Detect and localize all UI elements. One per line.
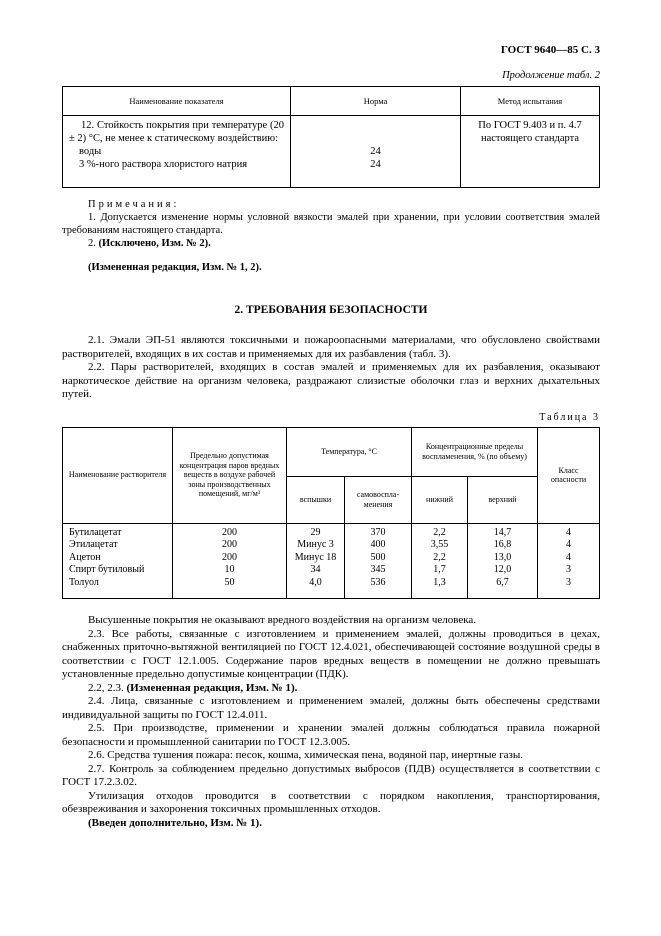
norm-empty-cell xyxy=(291,116,461,146)
solvent-name-cell: Спирт бутиловый xyxy=(63,564,173,577)
table3-caption: Таблица 3 xyxy=(539,411,600,423)
selfignition-cell: 500 xyxy=(345,552,412,565)
flash-cell: 29 xyxy=(287,523,345,539)
table-row xyxy=(63,116,600,146)
table2-continuation-caption: Продолжение табл. 2 xyxy=(502,70,600,81)
upper-limit-cell: 12,0 xyxy=(468,564,538,577)
pdk-cell: 200 xyxy=(173,552,287,565)
table3-header-upper-limit: верхний xyxy=(468,476,538,523)
notes-title: Примечания: xyxy=(88,199,180,210)
norm-value-cell: 24 xyxy=(291,158,461,188)
indicator-sub-cell: воды xyxy=(63,145,291,158)
paragraph-2-3: 2.3. Все работы, связанные с изготовлением и применением эмалей, должны проводиться в цехах, снабженных приточно-вытяжной вентиляцией по ГОСТ 12.4.021, обеспечивающей состояние воздушной среды в соответствии с ГОСТ 12.1.005. Содержание паров вредных веществ в помещении не должно превышать установленные предельно допустимые концентрации (ПДК). xyxy=(62,627,600,680)
table-3 xyxy=(62,427,600,600)
solvent-name-cell: Толуол xyxy=(63,577,173,599)
paragraph-2-5: 2.5. При производстве, применении и хранении эмалей должны соблюдаться правила пожарной безопасности и промышленной санитарии по ГОСТ 12.3.005. xyxy=(62,722,600,748)
paragraph-waste-utilization: Утилизация отходов проводится в соответствии с порядком накопления, транспортирования, обезвреживания и захоронения токсичных промышленных отходов. xyxy=(62,789,600,815)
selfignition-cell: 345 xyxy=(345,564,412,577)
solvent-name-cell: Бутилацетат xyxy=(63,523,173,539)
hazard-class-cell: 4 xyxy=(538,523,600,539)
hazard-class-cell: 3 xyxy=(538,577,600,599)
lower-limit-cell: 2,2 xyxy=(412,552,468,565)
paragraph-2-2: 2.2. Пары растворителей, входящих в состав эмалей и применяемых для их разбавления, оказывают наркотическое действие на организм человека, раздражают слизистые оболочки глаз и верхних дыхательных путей. xyxy=(62,361,600,400)
pdk-cell: 200 xyxy=(173,523,287,539)
pdk-cell: 10 xyxy=(173,564,287,577)
table-2 xyxy=(62,86,600,188)
solvent-name-cell: Этилацетат xyxy=(63,539,173,552)
upper-limit-cell: 6,7 xyxy=(468,577,538,599)
amendment-text: (Измененная редакция, Изм. № 1). xyxy=(126,681,298,694)
paragraph-2-6: 2.6. Средства тушения пожара: песок, кошма, химическая пена, водяной пар, инертные газы. xyxy=(88,749,524,761)
section-2-title: 2. ТРЕБОВАНИЯ БЕЗОПАСНОСТИ xyxy=(234,304,428,316)
flash-cell: Минус 3 xyxy=(287,539,345,552)
table3-header-lower-limit: нижний xyxy=(412,476,468,523)
amendment-clause-numbers: 2.2, 2.3. xyxy=(88,681,127,694)
paragraph-2-1: 2.1. Эмали ЭП-51 являются токсичными и пожароопасными материалами, что обусловлено свойствами растворителей, входящих в их состав и применяемых для их разбавления (табл. 3). xyxy=(62,334,600,360)
table3-header-pdk: Предельно допустимая концентрация паров вредных веществ в воздухе рабочей зоны производственных помещений, мг/м³ xyxy=(173,427,287,523)
table3-header-row-1 xyxy=(63,427,600,476)
note-2-excluded-text: (Исключено, Изм. № 2). xyxy=(98,238,211,249)
flash-cell: 34 xyxy=(287,564,345,577)
hazard-class-cell: 4 xyxy=(538,552,600,565)
note-1: 1. Допускается изменение нормы условной вязкости эмалей при хранении, при условии соответствия эмалей требованиям настоящего стандарта. xyxy=(62,212,600,236)
method-cell: По ГОСТ 9.403 и п. 4.7 настоящего стандарта xyxy=(461,116,600,146)
note-2-number: 2. xyxy=(88,238,99,249)
table-row xyxy=(63,552,600,565)
hazard-class-cell: 4 xyxy=(538,539,600,552)
table2-header-row xyxy=(63,87,600,116)
method-empty-cell xyxy=(461,145,600,158)
paragraph-added-note: (Введен дополнительно, Изм. № 1). xyxy=(88,816,262,829)
table3-header-hazard-class: Класс опасности xyxy=(538,427,600,523)
paragraph-dried-coatings: Высушенные покрытия не оказывают вредного воздействия на организм человека. xyxy=(88,614,477,626)
table-row xyxy=(63,523,600,539)
norm-value-cell: 24 xyxy=(291,145,461,158)
selfignition-cell: 536 xyxy=(345,577,412,599)
paragraph-2-2-2-3-amendment xyxy=(62,682,600,696)
flash-cell: Минус 18 xyxy=(287,552,345,565)
table3-header-flash: вспышки xyxy=(287,476,345,523)
paragraph-2-7: 2.7. Контроль за соблюдением предельно допустимых выбросов (ПДВ) осуществляется в соответствии с ГОСТ 17.2.3.02. xyxy=(62,762,600,788)
table-row xyxy=(63,145,600,158)
table2-header-norm: Норма xyxy=(291,87,461,116)
table2-header-method: Метод испытания xyxy=(461,87,600,116)
lower-limit-cell: 2,2 xyxy=(412,523,468,539)
table3-header-concentration-group: Концентрационные пределы воспламенения, % (по объему) xyxy=(412,427,538,476)
lower-limit-cell: 1,3 xyxy=(412,577,468,599)
table-row xyxy=(63,577,600,599)
selfignition-cell: 400 xyxy=(345,539,412,552)
upper-limit-cell: 16,8 xyxy=(468,539,538,552)
lower-limit-cell: 1,7 xyxy=(412,564,468,577)
solvent-name-cell: Ацетон xyxy=(63,552,173,565)
flash-cell: 4,0 xyxy=(287,577,345,599)
method-empty-cell xyxy=(461,158,600,188)
table-row xyxy=(63,539,600,552)
table3-header-temperature-group: Температура, °С xyxy=(287,427,412,476)
table3-header-solvent: Наименование растворителя xyxy=(63,427,173,523)
indicator-12-cell: 12. Стойкость покрытия при температуре (20 ± 2) °С, не менее к статическому воздействию: xyxy=(63,116,291,146)
lower-limit-cell: 3,55 xyxy=(412,539,468,552)
pdk-cell: 200 xyxy=(173,539,287,552)
amendment-note: (Измененная редакция, Изм. № 1, 2). xyxy=(88,262,262,273)
upper-limit-cell: 13,0 xyxy=(468,552,538,565)
hazard-class-cell: 3 xyxy=(538,564,600,577)
note-2 xyxy=(62,237,600,250)
paragraph-2-4: 2.4. Лица, связанные с изготовлением и применением эмалей, должны быть обеспечены средствами индивидуальной защиты по ГОСТ 12.4.011. xyxy=(62,695,600,721)
indicator-sub-cell: 3 %-ного раствора хлористого натрия xyxy=(63,158,291,188)
upper-limit-cell: 14,7 xyxy=(468,523,538,539)
table-row xyxy=(63,564,600,577)
notes-block xyxy=(62,198,600,250)
table3-header-selfignition: самовоспла-менения xyxy=(345,476,412,523)
gost-number-header: ГОСТ 9640—85 С. 3 xyxy=(500,44,600,56)
table-row xyxy=(63,158,600,188)
pdk-cell: 50 xyxy=(173,577,287,599)
table2-header-indicator: Наименование показателя xyxy=(63,87,291,116)
selfignition-cell: 370 xyxy=(345,523,412,539)
